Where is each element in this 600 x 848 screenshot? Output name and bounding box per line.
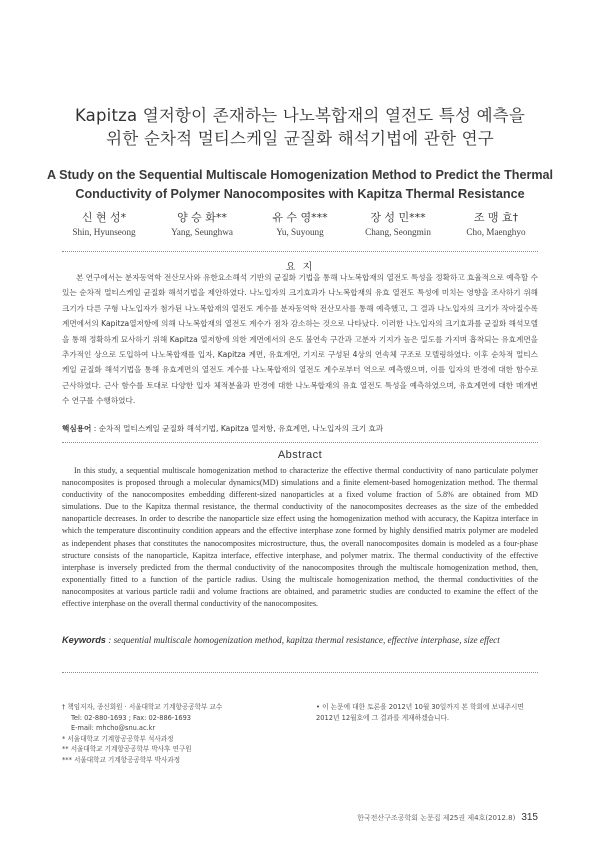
- dotted-divider: [62, 251, 538, 252]
- author: [62, 210, 146, 239]
- korean-title-line-1: Kapitza 열저항이 존재하는 나노복합재의 열전도 특성 예측을: [74, 106, 526, 125]
- author-name-english: Shin, Hyunseong: [72, 227, 136, 237]
- korean-abstract-body: 본 연구에서는 분자동역학 전산모사와 유한요소해석 기반의 균질화 기법을 통해 나노복합재의 열전도 특성을 정확하고 효율적으로 예측할 수 있는 순차적 멀티스케일 균질화 해석기법을 제안하였다. 나노입자의 크기효과가 나노복합재의 유효 열전도 특성에 미치는 영향을 조사하기 위해 크기가 다른 구형 나노입자가 첨가된 나노복합재의 열전도 계수를 분자동역학 전산모사를 통해 예측했고, 그 결과 나노입자의 크기가 작아질수록 계면에서의 Kapitza열저항에 의해 나노복합재의 열전도 계수가 점차 감소하는 것으로 나타났다. 이러한 나노입자의 크기효과를 균질화 해석모델을 통해 정확하게 묘사하기 위해 Kapitza 열저항에 의한 계면에서의 온도 불연속 구간과 고분자 기지가 높은 밀도를 가지며 흡착되는 유효계면을 추가적인 상으로 도입하여 나노복합재를 입자, Kapitza 계면, 유효계면, 기지로 구성된 4상의 연속체 구조로 모델링하였다. 이후 순차적 멀티스케일 균질화 해석기법을 통해 유효계면의 열전도 계수를 나노복합재의 열전도 계수로부터 역으로 예측했으며, 이를 입자의 반경에 대한 함수로 근사하였다. 근사 함수를 토대로 다양한 입자 체적분율과 반경에 대한 나노복합재의 유효 열전도 특성을 예측하였으며, 유효계면에 대한 매개변수 연구를 수행하였다.: [62, 273, 538, 406]
- footnote-author-2: ** 서울대학교 기계항공공학부 박사후 연구원: [62, 745, 192, 754]
- author-name-english: Yang, Seunghwa: [171, 227, 233, 237]
- author: [160, 210, 244, 239]
- author-name-korean: 유 수 영***: [272, 211, 328, 224]
- author-name-english: Cho, Maenghyo: [466, 227, 526, 237]
- journal-name: 한국전산구조공학회 논문집 제25권 제4호(2012.8): [357, 814, 516, 822]
- footnote-corresponding-author: † 책임저자, 종신회원 · 서울대학교 기계항공공학부 교수: [62, 703, 223, 711]
- footnote-author-1: * 서울대학교 기계항공공학부 석사과정: [62, 734, 174, 743]
- author: [454, 210, 538, 239]
- author-name-korean: 장 성 민***: [370, 211, 426, 224]
- korean-abstract-heading: 요 지: [285, 262, 315, 273]
- author-name-korean: 조 맹 효†: [473, 211, 519, 224]
- author: [356, 210, 440, 239]
- discussion-note: • 이 논문에 대한 토론을 2012년 10월 30일까지 본 학회에 보내주시면 2012년 12월호에 그 결과를 게재하겠습니다.: [316, 703, 524, 722]
- footnote-email: E-mail: mhcho@snu.ac.kr: [71, 724, 156, 733]
- korean-title: [40, 104, 560, 150]
- dotted-divider: [62, 672, 538, 673]
- english-abstract-heading: Abstract: [277, 449, 323, 461]
- english-title: [40, 166, 560, 204]
- dotted-divider: [62, 442, 538, 443]
- page-number: 315: [521, 812, 538, 823]
- author: [258, 210, 342, 239]
- author-footnotes: [62, 702, 302, 766]
- journal-footer: [357, 812, 538, 823]
- korean-title-line-2: 위한 순차적 멀티스케일 균질화 해석기법에 관한 연구: [106, 129, 494, 148]
- english-title-line-1: A Study on the Sequential Multiscale Homogenization Method to Predict the Thermal: [46, 168, 554, 182]
- english-title-line-2: Conductivity of Polymer Nanocomposites with Kapitza Thermal Resistance: [75, 187, 525, 201]
- footnote-author-3: *** 서울대학교 기계항공공학부 박사과정: [62, 755, 181, 764]
- korean-keywords-label: 핵심용어: [62, 424, 92, 433]
- author-name-english: Chang, Seongmin: [365, 227, 431, 237]
- english-abstract-body: In this study, a sequential multiscale homogenization method to characterize the effective thermal conductivity of nano particulate polymer nanocomposites is proposed through a molecular dynamics(MD) simulations and a finite element-based homogenization method. The thermal conductivity of the nanocomposites embedding different-sized nanoparticles at a fixed volume fraction of 5.8% are obtained from MD simulations. Due to the Kapitza thermal resistance, the thermal conductivity of the nanocomposites decreases as the size of the embedded nanoparticle decreases. In order to describe the nanoparticle size effect using the homogenization method with accuracy, the Kapitza interface in which the temperature discontinuity condition appears and the effective interphase zone formed by highly densified matrix polymer are modeled as independent phases that constitutes the nanocomposites microstructure, thus, the overall nanocomposites domain is modeled as a four-phase structure consists of the nanoparticle, Kapitza interface, effective interphase, and polymer matrix. The thermal conductivity of the effective interphase is inversely predicted from the thermal conductivity of the nanocomposites through the multiscale homogenization method, then, exponentially fitted to a function of the particle radius. Using the multiscale homogenization method, the thermal conductivities of the nanocomposites at various particle radii and volume fractions are obtained, and parametric studies are conducted to examine the effect of the effective interphase on the overall thermal conductivity of the nanocomposites.: [62, 466, 538, 609]
- english-keywords-text: : sequential multiscale homogenization method, kapitza thermal resistance, effective interphase, size effect: [105, 635, 500, 645]
- author-name-korean: 신 현 성*: [81, 211, 127, 224]
- english-keywords: [62, 634, 538, 647]
- author-name-korean: 양 승 화**: [177, 211, 227, 224]
- english-keywords-label: Keywords: [62, 635, 106, 645]
- author-name-english: Yu, Suyoung: [276, 227, 324, 237]
- author-list: [62, 210, 538, 239]
- footnote-phone-fax: Tel: 02-880-1693 ; Fax: 02-886-1693: [71, 713, 192, 722]
- korean-keywords-text: : 순차적 멀티스케일 균질화 해석기법, Kapitza 열저항, 유효계면, 나노입자의 크기 효과: [91, 424, 384, 433]
- korean-keywords: [62, 423, 538, 434]
